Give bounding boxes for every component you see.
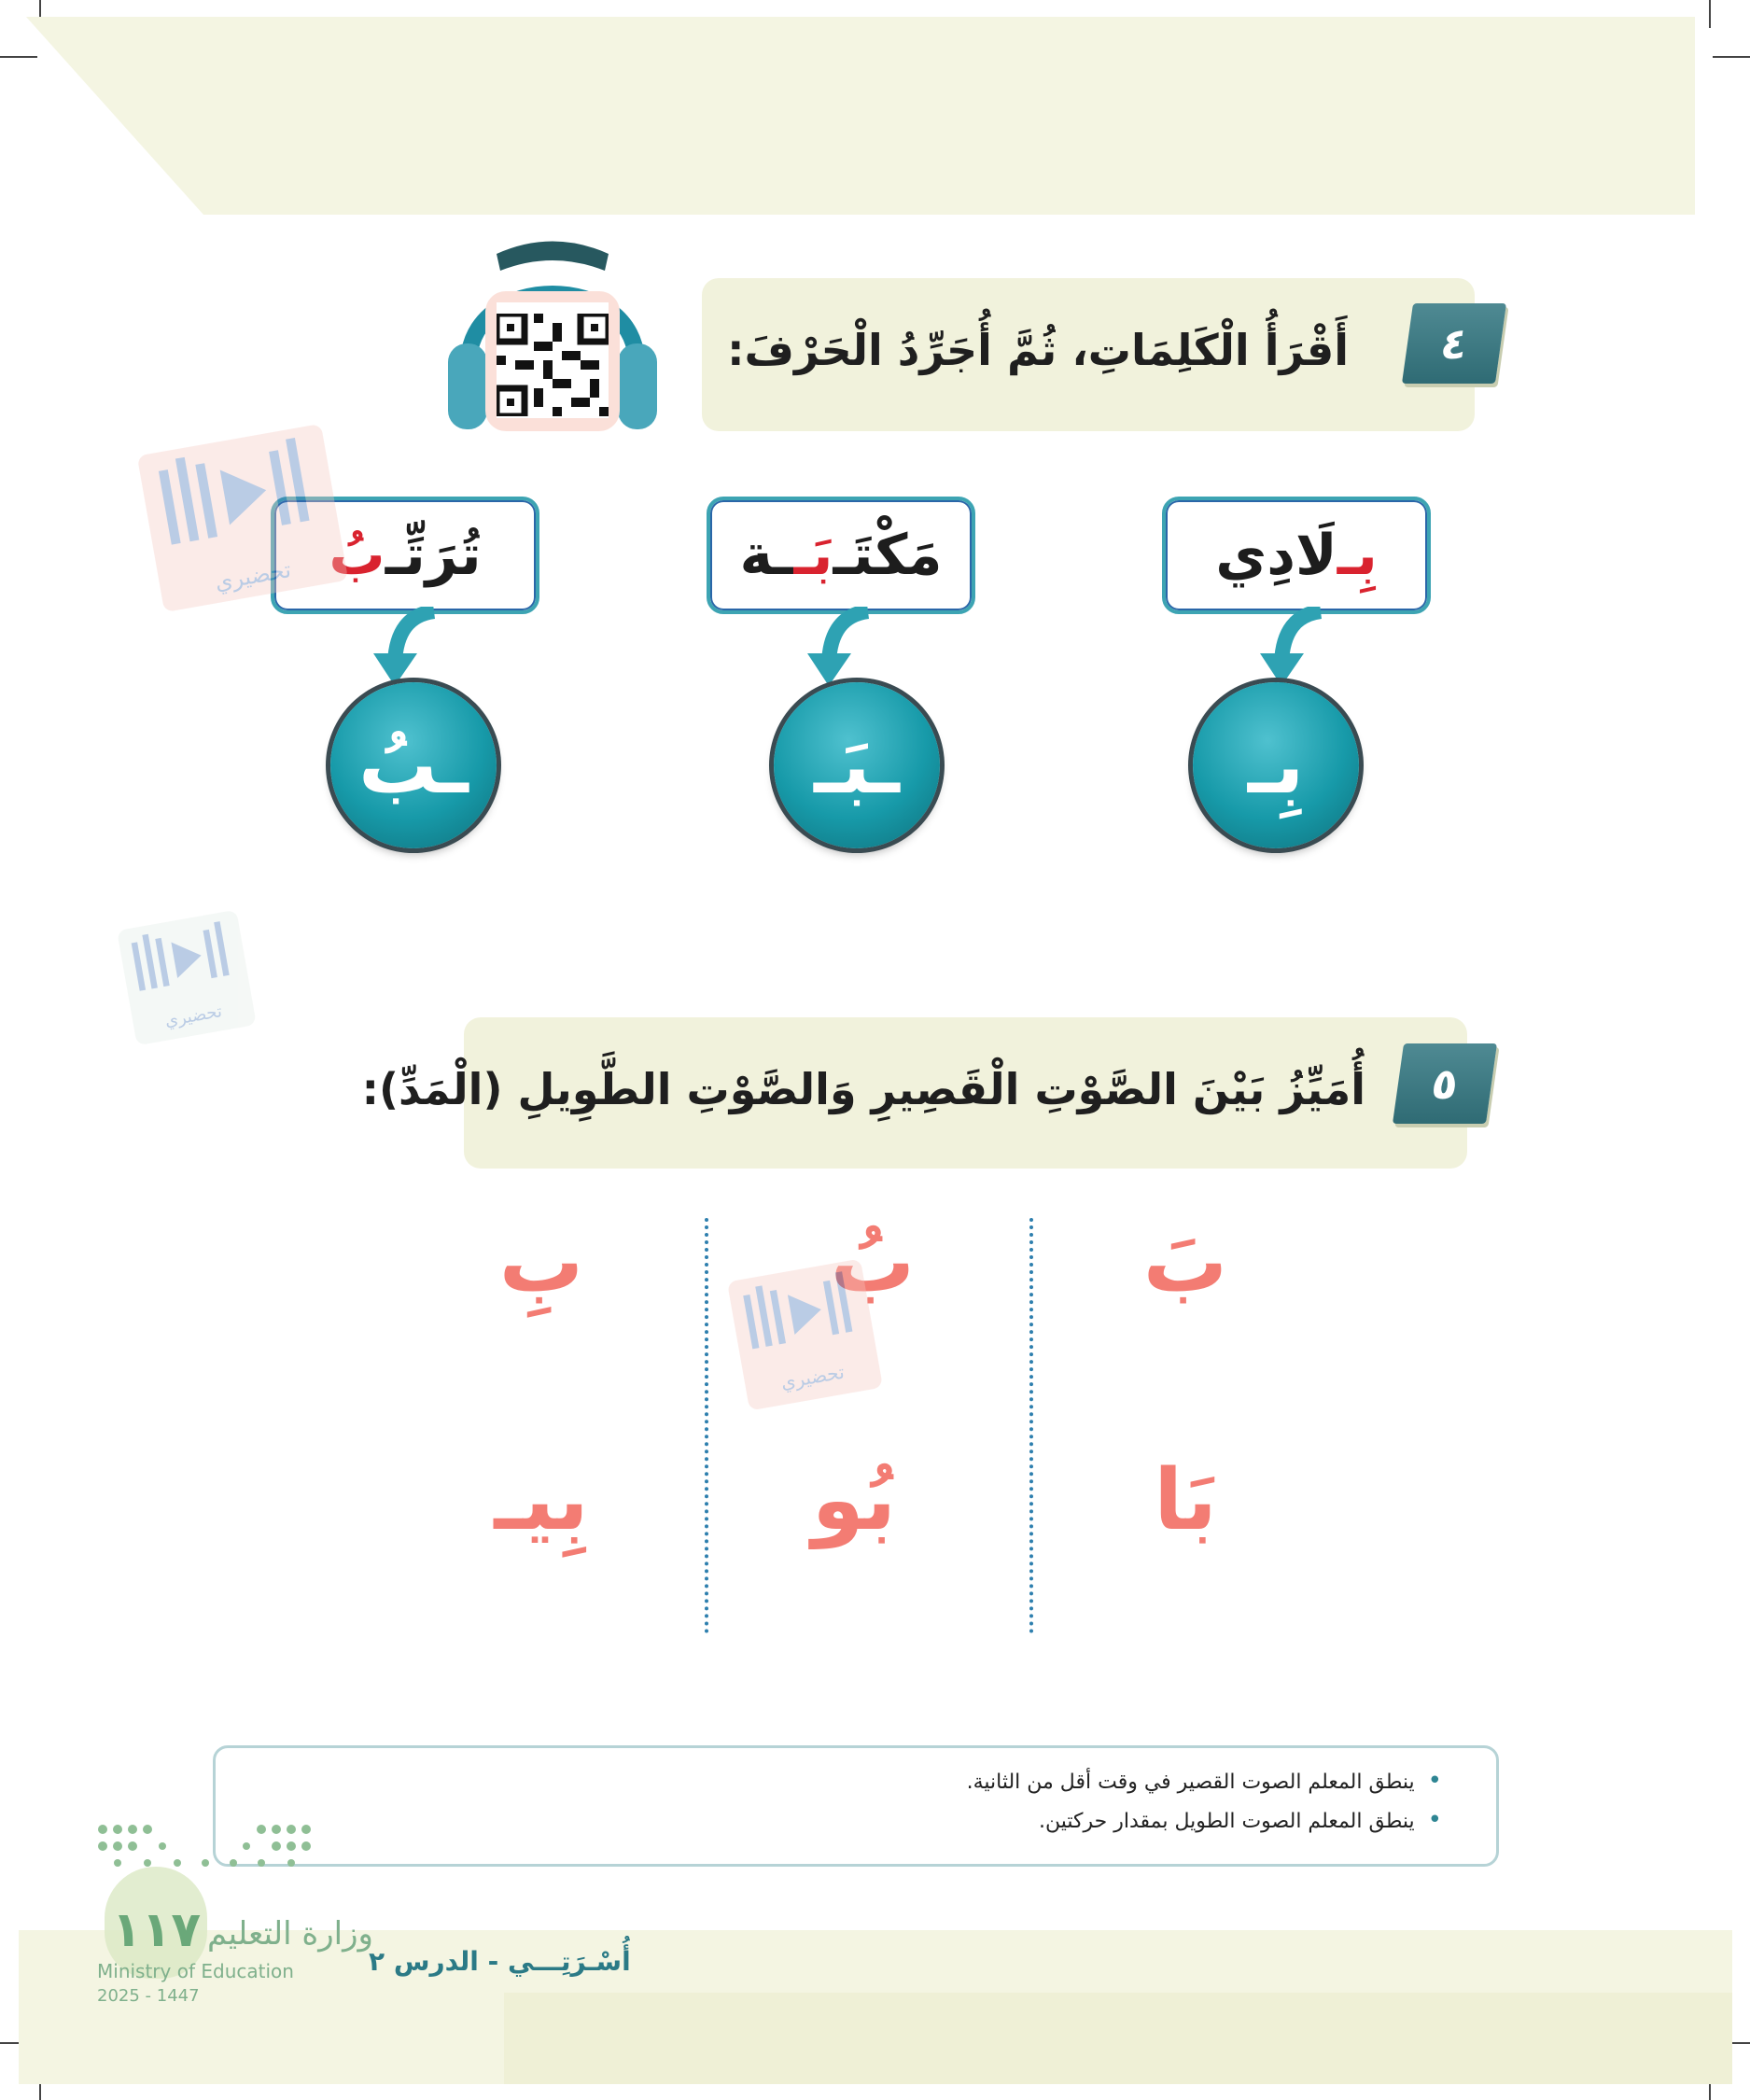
watermark-text: تحضيري (163, 1001, 224, 1031)
word-highlight: بُ (329, 523, 385, 588)
curved-arrow-icon (803, 607, 877, 691)
crop-mark (1713, 56, 1750, 58)
lesson-title: أُسْـرَتِـــي - الدرس ٢ (369, 1946, 631, 1977)
year: 2025 - 1447 (97, 1986, 200, 2006)
teacher-note: • ينطق المعلم الصوت الطويل بمقدار حركتين. (1039, 1806, 1442, 1834)
letter-circle: ـبُ (330, 682, 497, 848)
crop-mark (0, 56, 37, 58)
watermark-text: تحضيري (778, 1360, 847, 1394)
letter-circle: ـبَـ (774, 682, 940, 848)
audio-qr-button[interactable] (441, 233, 665, 448)
question-4-instruction: أَقْرَأُ الْكَلِمَاتِ، ثُمَّ أُجَرِّدُ الْحَرْفَ: (727, 325, 1349, 375)
bottom-decoration-band-2 (504, 1993, 1732, 2084)
crop-mark (1709, 0, 1711, 28)
curved-arrow-icon (369, 607, 443, 691)
word-box-maktaba (707, 497, 975, 614)
long-vowel-letter: بَا (1154, 1451, 1217, 1549)
top-decoration-band (26, 17, 1695, 215)
ministry-name-ar: وزارة التعليم (207, 1915, 373, 1953)
word-part: ـة (739, 523, 793, 588)
word-box-biladi (1162, 497, 1431, 614)
watermark-logo (137, 424, 348, 612)
watermark-text: تحضيري (212, 556, 293, 595)
column-divider (1029, 1218, 1033, 1633)
word-part: لَادِي (1215, 523, 1337, 588)
column-divider (705, 1218, 708, 1633)
watermark-logo (727, 1258, 883, 1410)
book-logo-icon (117, 910, 251, 1014)
word-highlight: بَـ (792, 523, 833, 588)
curved-arrow-icon (1255, 607, 1330, 691)
ministry-name-en: Ministry of Education (97, 1960, 294, 1982)
long-vowel-letter: بُو (811, 1451, 897, 1549)
question-5-number: ٥ (1393, 1043, 1497, 1124)
word-part: تُرَتِّـ (385, 523, 482, 588)
word-part: مَكْتَـ (833, 523, 943, 588)
short-vowel-letter: بِ (498, 1213, 584, 1311)
question-5-instruction: أُمَيِّزُ بَيْنَ الصَّوْتِ الْقَصِيرِ وَالصَّوْتِ الطَّوِيلِ (الْمَدِّ): (361, 1064, 1365, 1114)
short-vowel-letter: بَ (1142, 1213, 1228, 1311)
teacher-note: • ينطق المعلم الصوت القصير في وقت أقل من الثانية. (967, 1767, 1442, 1795)
qr-code-icon (497, 314, 609, 416)
letter-circle: بِـ (1193, 682, 1359, 848)
short-vowel-letter: بُ (830, 1213, 916, 1311)
teacher-notes-box (213, 1745, 1499, 1867)
word-highlight: بِـ (1337, 523, 1378, 588)
page-number: ١١٧ (111, 1902, 202, 1958)
long-vowel-letter: بِيـ (494, 1451, 589, 1549)
question-4-number: ٤ (1402, 303, 1506, 384)
book-logo-icon (727, 1258, 876, 1374)
watermark-logo (117, 910, 257, 1046)
